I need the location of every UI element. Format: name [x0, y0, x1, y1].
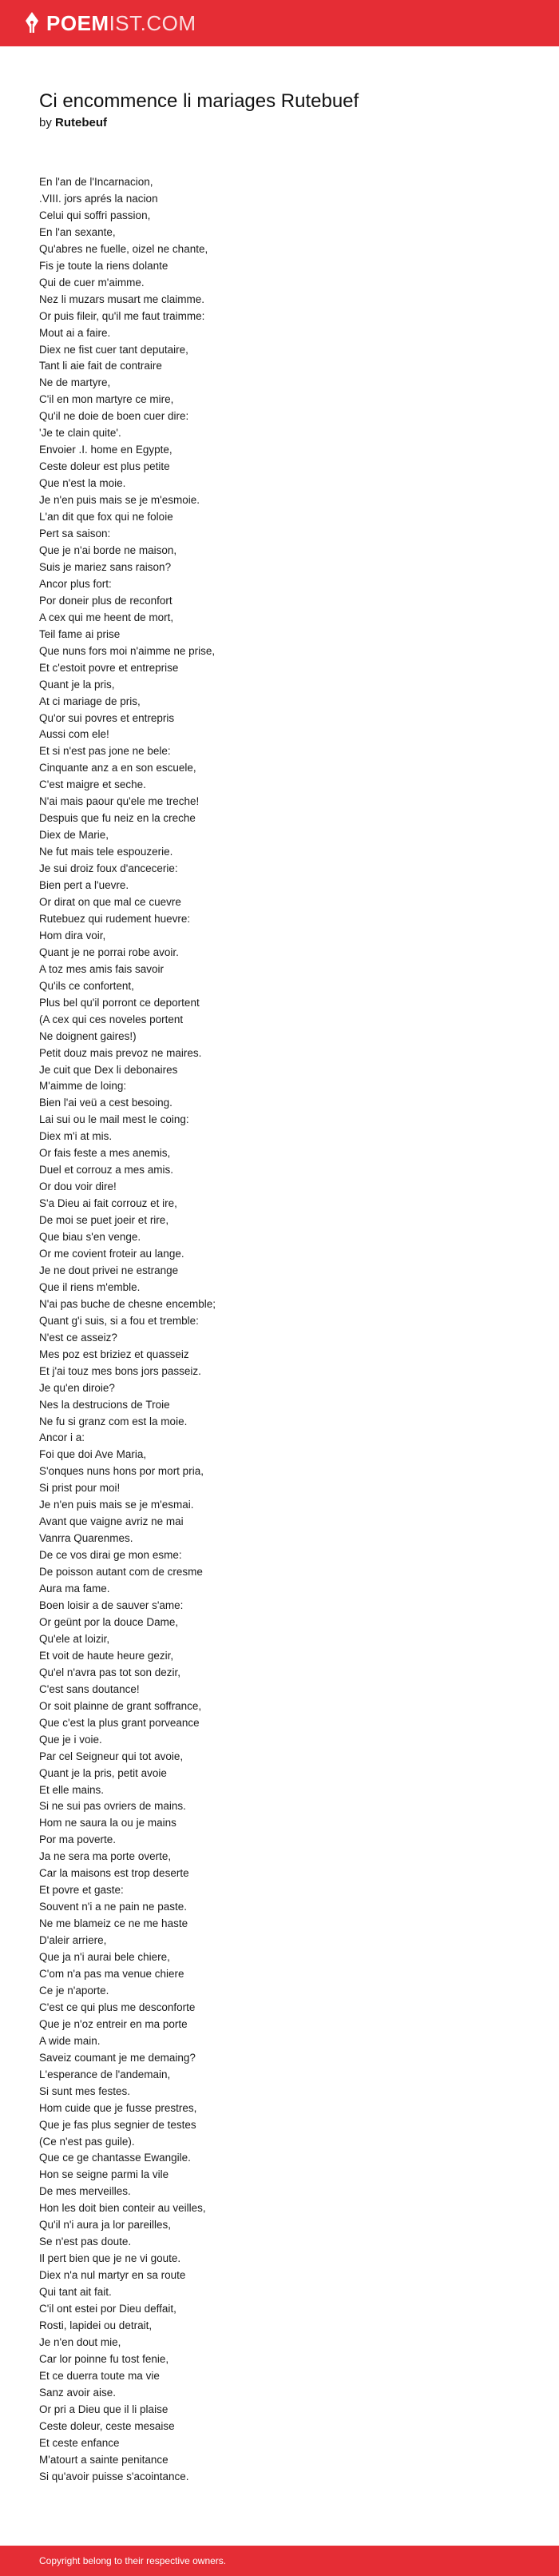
- poem-line: Que je n'ai borde ne maison,: [39, 543, 177, 556]
- poem-line: Que biau s'en venge.: [39, 1231, 141, 1244]
- poem-line: Diex m'i at mis.: [39, 1130, 113, 1143]
- poem-line: N'ai pas buche de chesne encemble;: [39, 1297, 216, 1310]
- poem-line: Hom dira voir,: [39, 929, 106, 942]
- poem-line: Que je n'oz entreir en ma porte: [39, 2017, 188, 2030]
- poem-line: .VIII. jors aprés la nacion: [39, 192, 158, 205]
- poem-line: Duel et corrouz a mes amis.: [39, 1164, 174, 1177]
- poem-line: De moi se puet joeir et rire,: [39, 1214, 169, 1227]
- poem-line: Que c'est la plus grant porveance: [39, 1716, 200, 1729]
- poem-line: Et voit de haute heure gezir,: [39, 1649, 174, 1662]
- poem-line: Mes poz est briziez et quasseiz: [39, 1348, 189, 1360]
- poem-line: Ne de martyre,: [39, 376, 111, 389]
- poem-line: Se n'est pas doute.: [39, 2236, 132, 2248]
- poem-content: [39, 90, 534, 2486]
- poem-line: Or soit plainne de grant soffrance,: [39, 1699, 202, 1712]
- poem-line: L'an dit que fox qui ne foloie: [39, 511, 173, 524]
- poem-line: Quant je la pris, petit avoie: [39, 1766, 167, 1779]
- poem-line: Ceste doleur, ceste mesaise: [39, 2419, 175, 2432]
- poem-line: Je ne dout privei ne estrange: [39, 1264, 179, 1276]
- poem-line: Celui qui soffri passion,: [39, 209, 151, 221]
- poem-line: Et si n'est pas jone ne bele:: [39, 745, 171, 758]
- poem-line: Par cel Seigneur qui tot avoie,: [39, 1750, 184, 1762]
- author-link[interactable]: Rutebeuf: [55, 116, 108, 129]
- poem-line: C'il ont estei por Dieu deffait,: [39, 2303, 176, 2315]
- poem-line: Que nuns fors moi n'aimme ne prise,: [39, 644, 216, 657]
- poem-line: Et ceste enfance: [39, 2436, 120, 2449]
- poem-line: Qui de cuer m'aimme.: [39, 276, 145, 289]
- poem-line: Que il riens m'emble.: [39, 1280, 141, 1293]
- poem-line: Or fais feste a mes anemis,: [39, 1147, 171, 1160]
- poem-line: Je sui droiz foux d'ancecerie:: [39, 862, 178, 875]
- poem-line: At ci mariage de pris,: [39, 695, 141, 707]
- poem-line: Qu'il ne doie de boen cuer dire:: [39, 410, 189, 423]
- poem-line: Plus bel qu'il porront ce deportent: [39, 996, 200, 1009]
- poem-line: Envoier .I. home en Egypte,: [39, 444, 172, 456]
- poem-line: M'atourt a sainte penitance: [39, 2453, 168, 2466]
- poem-line: Hom cuide que je fusse prestres,: [39, 2101, 197, 2114]
- poem-line: Saveiz coumant je me demaing?: [39, 2051, 196, 2064]
- poem-line: (A cex qui ces noveles portent: [39, 1013, 184, 1025]
- poem-line: Qu'ele at loizir,: [39, 1632, 110, 1645]
- poem-line: Je n'en puis mais se je m'esmai.: [39, 1499, 194, 1511]
- poem-line: A toz mes amis fais savoir: [39, 962, 165, 975]
- poem-line: Je cuit que Dex li debonaires: [39, 1063, 178, 1076]
- poem-line: Si qu'avoir puisse s'acointance.: [39, 2470, 189, 2482]
- poem-line: Or dirat on que mal ce cuevre: [39, 895, 181, 908]
- poem-line: Je n'en dout mie,: [39, 2335, 121, 2348]
- poem-line: Que n'est la moie.: [39, 477, 126, 490]
- poem-line: Il pert bien que je ne vi goute.: [39, 2252, 181, 2265]
- poem-line: Si prist pour moi!: [39, 1482, 121, 1495]
- poem-line: N'ai mais paour qu'ele me treche!: [39, 795, 200, 808]
- poem-line: Diex de Marie,: [39, 829, 109, 842]
- poem-line: Je n'en puis mais se je m'esmoie.: [39, 494, 200, 507]
- poem-line: Lai sui ou le mail mest le coing:: [39, 1113, 189, 1126]
- poem-line: Si sunt mes festes.: [39, 2084, 131, 2097]
- poem-line: Car lor poinne fu tost fenie,: [39, 2352, 169, 2365]
- poem-line: Nes la destrucions de Troie: [39, 1398, 170, 1411]
- poem-line: Petit douz mais prevoz ne maires.: [39, 1046, 202, 1059]
- poem-line: Qui tant ait fait.: [39, 2286, 112, 2299]
- poem-line: C'om n'a pas ma venue chiere: [39, 1967, 184, 1980]
- poem-line: Que je fas plus segnier de testes: [39, 2118, 196, 2131]
- poem-body: [39, 174, 534, 2486]
- poem-line: Et j'ai touz mes bons jors passeiz.: [39, 1364, 201, 1377]
- poem-line: Que ce ge chantasse Ewangile.: [39, 2152, 191, 2164]
- poem-line: Qu'abres ne fuelle, oizel ne chante,: [39, 242, 208, 255]
- poem-line: Que je i voie.: [39, 1733, 102, 1746]
- poem-line: Car la maisons est trop deserte: [39, 1867, 189, 1880]
- poem-line: Or puis fileir, qu'il me faut traimme:: [39, 309, 205, 322]
- poem-line: Aussi com ele!: [39, 728, 109, 741]
- poem-line: Boen loisir a de sauver s'ame:: [39, 1599, 184, 1612]
- poem-line: A cex qui me heent de mort,: [39, 611, 174, 623]
- poem-line: Ne doignent gaires!): [39, 1029, 137, 1042]
- poem-line: Or pri a Dieu que il li plaise: [39, 2403, 168, 2415]
- poem-line: Avant que vaigne avriz ne mai: [39, 1515, 184, 1528]
- poem-line: Bien l'ai veü a cest besoing.: [39, 1097, 172, 1109]
- logo-text-bold: POEM: [46, 10, 109, 35]
- poem-line: L'esperance de l'andemain,: [39, 2068, 171, 2080]
- poem-line: Por doneir plus de reconfort: [39, 594, 172, 607]
- poem-line: Bien pert a l'uevre.: [39, 879, 129, 892]
- poem-line: Diex ne fist cuer tant deputaire,: [39, 343, 188, 356]
- poem-line: A wide main.: [39, 2034, 101, 2047]
- site-header: [0, 0, 559, 46]
- poem-line: Si ne sui pas ovriers de mains.: [39, 1800, 186, 1813]
- poem-line: De mes merveilles.: [39, 2185, 131, 2198]
- poem-line: Nez li muzars musart me claimme.: [39, 293, 205, 305]
- poem-line: En l'an de l'Incarnacion,: [39, 176, 153, 188]
- poem-line: Quant g'i suis, si a fou et tremble:: [39, 1314, 199, 1327]
- poem-line: Et povre et gaste:: [39, 1884, 124, 1897]
- by-label: by: [39, 116, 52, 129]
- poem-line: Or me covient froteir au lange.: [39, 1248, 184, 1260]
- poem-line: Qu'or sui povres et entrepris: [39, 711, 175, 724]
- poem-line: Aura ma fame.: [39, 1583, 110, 1595]
- poem-line: C'il en mon martyre ce mire,: [39, 393, 174, 406]
- poem-line: Rosti, lapidei ou detrait,: [39, 2319, 153, 2331]
- poem-line: Ne fut mais tele espouzerie.: [39, 846, 173, 858]
- poem-line: Cinquante anz a en son escuele,: [39, 762, 196, 774]
- poem-line: Pert sa saison:: [39, 528, 111, 540]
- poem-line: De poisson autant com de cresme: [39, 1566, 203, 1579]
- poem-line: C'est maigre et seche.: [39, 778, 146, 791]
- poem-line: (Ce n'est pas guile).: [39, 2135, 135, 2148]
- poem-line: Ancor plus fort:: [39, 577, 112, 590]
- poem-line: 'Je te clain quite'.: [39, 427, 121, 440]
- poem-line: Or dou voir dire!: [39, 1181, 117, 1193]
- poem-line: Foi que doi Ave Maria,: [39, 1448, 147, 1461]
- poem-line: Que ja n'i aurai bele chiere,: [39, 1951, 170, 1964]
- poem-line: Quant je la pris,: [39, 678, 115, 691]
- poem-line: Hom ne saura la ou je mains: [39, 1817, 176, 1829]
- poem-line: Or geünt por la douce Dame,: [39, 1615, 179, 1628]
- poem-line: Suis je mariez sans raison?: [39, 560, 172, 573]
- poem-line: Hon les doit bien conteir au veilles,: [39, 2202, 206, 2215]
- poem-line: En l'an sexante,: [39, 225, 116, 238]
- poem-line: Ancor i a:: [39, 1431, 85, 1444]
- poem-line: Qu'ils ce confortent,: [39, 979, 134, 992]
- poem-line: D'aleir arriere,: [39, 1934, 107, 1947]
- copyright-text: Copyright belong to their respective owners.: [39, 2555, 227, 2566]
- poem-line: Souvent n'i a ne pain ne paste.: [39, 1901, 187, 1913]
- poem-line: N'est ce asseiz?: [39, 1331, 117, 1344]
- poem-line: Diex n'a nul martyr en sa route: [39, 2269, 186, 2282]
- poem-line: S'a Dieu ai fait corrouz et ire,: [39, 1197, 177, 1210]
- poem-line: Et c'estoit povre et entreprise: [39, 661, 179, 674]
- poem-line: Hon se seigne parmi la vile: [39, 2168, 169, 2181]
- quill-nib-icon: [24, 11, 40, 35]
- poem-line: Vanrra Quarenmes.: [39, 1532, 133, 1545]
- poem-line: Quant je ne porrai robe avoir.: [39, 946, 179, 958]
- poem-line: Despuis que fu neiz en la creche: [39, 812, 196, 825]
- poem-line: Et elle mains.: [39, 1783, 105, 1796]
- poem-line: Qu'il n'i aura ja lor pareilles,: [39, 2219, 171, 2232]
- poem-line: Ce je n'aporte.: [39, 1984, 109, 1997]
- poem-line: Qu'el n'avra pas tot son dezir,: [39, 1666, 181, 1678]
- poem-line: Ne fu si granz com est la moie.: [39, 1415, 188, 1427]
- poem-line: Por ma poverte.: [39, 1833, 117, 1846]
- poem-line: Ne me blameiz ce ne me haste: [39, 1917, 188, 1930]
- poem-line: Ceste doleur est plus petite: [39, 460, 170, 473]
- site-logo-link[interactable]: [24, 11, 196, 36]
- poem-line: Rutebuez qui rudement huevre:: [39, 912, 191, 925]
- poem-line: De ce vos dirai ge mon esme:: [39, 1549, 182, 1562]
- poem-title: Ci encommence li mariages Rutebuef: [39, 90, 359, 112]
- poem-line: Tant li aie fait de contraire: [39, 360, 162, 372]
- logo-text-light: IST.COM: [109, 10, 196, 35]
- poem-line: Et ce duerra toute ma vie: [39, 2369, 160, 2382]
- poem-line: M'aimme de loing:: [39, 1080, 127, 1093]
- poem-line: Ja ne sera ma porte overte,: [39, 1850, 172, 1863]
- site-footer: [0, 2546, 559, 2576]
- poem-line: Teil fame ai prise: [39, 627, 121, 640]
- poem-line: Je qu'en diroie?: [39, 1381, 115, 1394]
- poem-line: C'est ce qui plus me desconforte: [39, 2001, 196, 2013]
- poem-line: S'onques nuns hons por mort pria,: [39, 1465, 204, 1478]
- poem-line: Mout ai a faire.: [39, 326, 111, 339]
- poem-line: Sanz avoir aise.: [39, 2386, 117, 2399]
- poem-line: C'est sans doutance!: [39, 1682, 140, 1695]
- poem-line: Fis je toute la riens dolante: [39, 259, 168, 272]
- poem-byline: [39, 115, 534, 131]
